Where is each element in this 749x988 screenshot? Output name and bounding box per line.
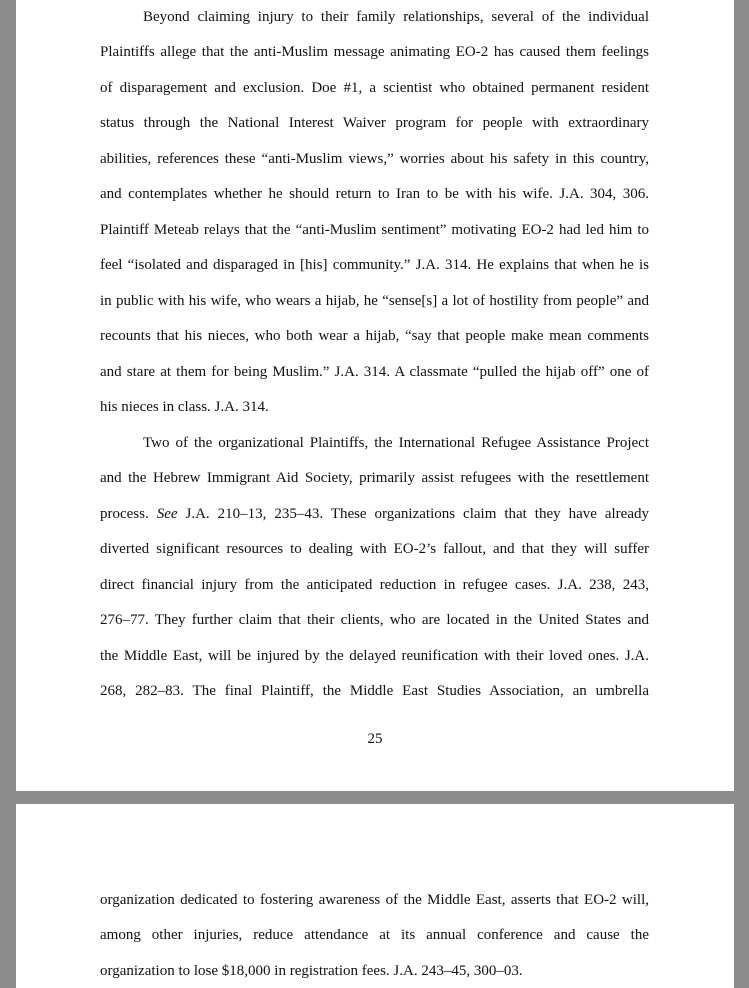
text-line: Two of the organizational Plaintiffs, the International Refugee Assistance Project xyxy=(143,435,649,451)
text-line: among other injuries, reduce attendance at its annual conference and cause the xyxy=(100,927,649,943)
text-line: and the Hebrew Immigrant Aid Society, primarily assist refugees with the resettlement xyxy=(100,470,649,486)
text-line: his nieces in class. J.A. 314. xyxy=(100,399,269,415)
text-line: feel “isolated and disparaged in [his] community.” J.A. 314. He explains that when he is xyxy=(100,257,649,273)
text-line xyxy=(100,505,649,523)
document-page-25 xyxy=(16,0,734,791)
text-line: Plaintiffs allege that the anti-Muslim message animating EO-2 has caused them feelings xyxy=(100,44,649,60)
text-line: Plaintiff Meteab relays that the “anti-Muslim sentiment” motivating EO-2 had led him to xyxy=(100,222,649,238)
text-line: status through the National Interest Waiver program for people with extraordinary xyxy=(100,115,649,131)
text-line: of disparagement and exclusion. Doe #1, a scientist who obtained permanent resident xyxy=(100,80,649,96)
text-line: organization dedicated to fostering awareness of the Middle East, asserts that EO-2 will, xyxy=(100,892,649,908)
text-line: abilities, references these “anti-Muslim views,” worries about his safety in this country, xyxy=(100,151,649,167)
text-line: the Middle East, will be injured by the delayed reunification with their loved ones. J.A. xyxy=(100,648,649,664)
text-line: diverted significant resources to dealing with EO-2’s fallout, and that they will suffer xyxy=(100,541,649,557)
text-line: direct financial injury from the anticipated reduction in refugee cases. J.A. 238, 243, xyxy=(100,577,649,593)
text-line: and contemplates whether he should return to Iran to be with his wife. J.A. 304, 306. xyxy=(100,186,649,202)
text-line: in public with his wife, who wears a hijab, he “sense[s] a lot of hostility from people” and xyxy=(100,293,649,309)
italic-citation-signal: See xyxy=(156,506,178,522)
page-number: 25 xyxy=(367,731,383,747)
text-line: 268, 282–83. The final Plaintiff, the Middle East Studies Association, an umbrella xyxy=(100,683,649,699)
text-segment: process. xyxy=(100,506,157,522)
text-line: Beyond claiming injury to their family relationships, several of the individual xyxy=(143,9,649,25)
text-line: recounts that his nieces, who both wear a hijab, “say that people make mean comments xyxy=(100,328,649,344)
text-line: and stare at them for being Muslim.” J.A. 314. A classmate “pulled the hijab off” one of xyxy=(100,364,649,380)
text-segment: J.A. 210–13, 235–43. These organizations claim that they have already xyxy=(177,506,649,522)
text-line: organization to lose $18,000 in registration fees. J.A. 243–45, 300–03. xyxy=(100,963,523,979)
document-page-26 xyxy=(16,804,734,988)
text-line: 276–77. They further claim that their clients, who are located in the United States and xyxy=(100,612,649,628)
